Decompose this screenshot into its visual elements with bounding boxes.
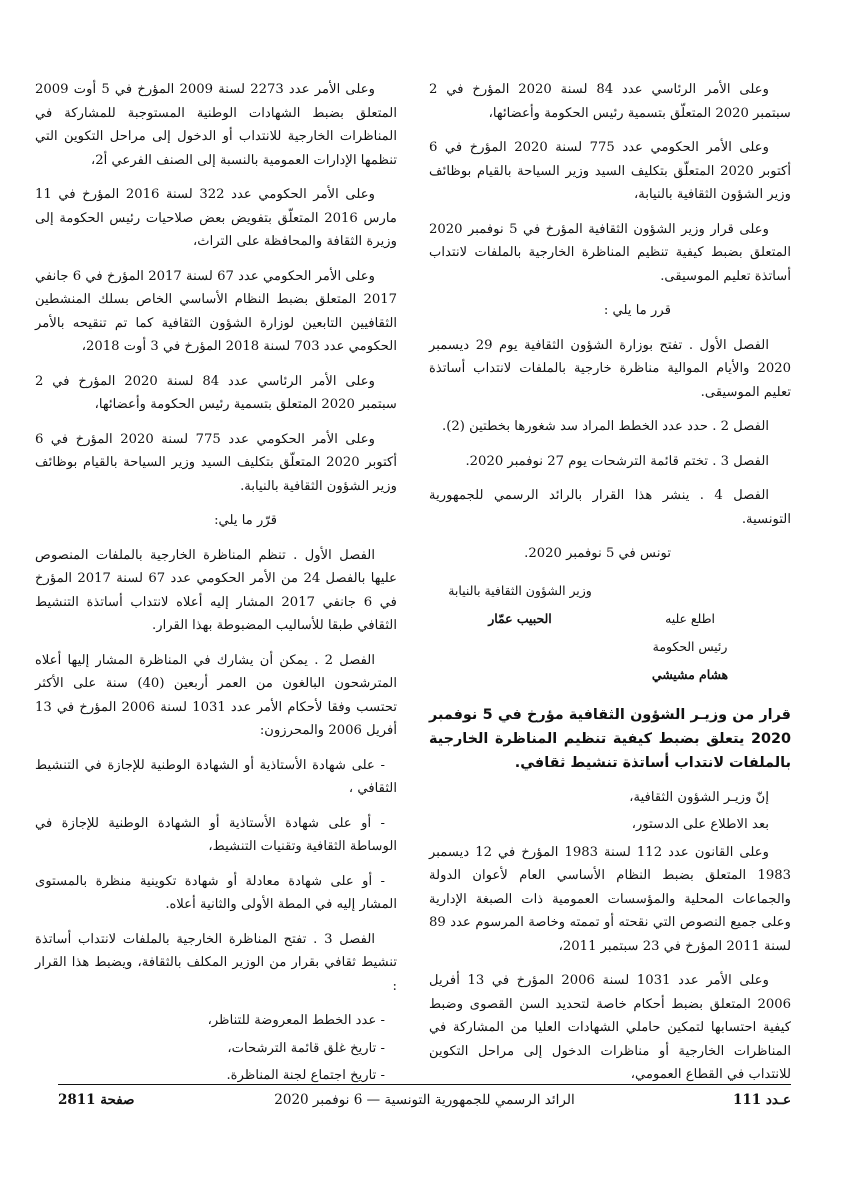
decree-title: قرار من وزيـر الشؤون الثقافية مؤرخ في 5 نوفمبر 2020 يتعلق بضبط كيفية تنظيم المناظرة الخارجية بالملفات لانتداب أساتذة تنشيط ثقافي. [429,706,791,771]
article-1: الفصل الأول . تفتح بوزارة الشؤون الثقافية يوم 29 ديسمبر 2020 والأيام الموالية مناظرة خارجية بالملفات لانتداب أساتذة تعليم الموسيقى. [429,337,791,400]
date-line: تونس في 5 نوفمبر 2020. [524,546,671,561]
article-1: الفصل الأول . تنظم المناظرة الخارجية بالملفات المنصوص عليها بالفصل 24 من الأمر الحكومي عدد 67 لسنة 2017 المؤرخ في 6 جانفي 2017 المشار إليه أعلاه لانتداب أساتذة التنشيط الثقافي طبقا للأساليب المضبوطة بهذا القرار. [35,547,397,633]
list-item: - على شهادة الأستاذية أو الشهادة الوطنية للإجازة في التنشيط الثقافي ، [35,757,397,796]
left-column [35,78,397,1092]
paragraph: وعلى الأمر الحكومي عدد 775 لسنة 2020 المؤرخ في 6 أكتوبر 2020 المتعلّق بتكليف السيد وزير السياحة بالقيام بوظائف وزير الشؤون الثقافية بالنيابة. [35,431,397,494]
page-footer [58,1092,791,1116]
page-number: صفحة 2811 [58,1092,135,1108]
paragraph: وعلى الأمر الرئاسي عدد 84 لسنة 2020 المؤرخ في 2 سبتمبر 2020 المتعلّق بتسمية رئيس الحكومة وأعضائها، [429,82,791,121]
paragraph: وعلى الأمر الرئاسي عدد 84 لسنة 2020 المؤرخ في 2 سبتمبر 2020 المتعلق بتسمية رئيس الحكومة وأعضائها، [35,373,397,412]
article-4: الفصل 4 . ينشر هذا القرار بالرائد الرسمي للجمهورية التونسية. [429,488,791,527]
pm-name: هشام مشيشي [651,666,729,682]
article-3: الفصل 3 . تفتح المناظرة الخارجية بالملفات لانتداب أساتذة تنشيط ثقافي بقرار من الوزير المكلف بالثقافة، ويضبط هذا القرار : [35,931,397,994]
article-2: الفصل 2 . يمكن أن يشارك في المناظرة المشار إليها أعلاه المترشحون البالغون من العمر أربعين (40) سنة على الأكثر تحتسب وفقا لأحكام الأمر عدد 1031 لسنة 2006 المؤرخ في 13 أفريل 2006 والمحرزون: [35,652,398,738]
article-2: الفصل 2 . حدد عدد الخطط المراد سد شغورها بخطتين (2). [442,419,769,434]
signature-block [429,577,791,689]
list-item: - أو على شهادة معادلة أو شهادة تكوينية منظرة بالمستوى المشار إليه في المطة الأولى والثانية أعلاه. [35,873,397,912]
article-3: الفصل 3 . تختم قائمة الترشحات يوم 27 نوفمبر 2020. [465,453,769,469]
minister-title: وزير الشؤون الثقافية بالنيابة [448,582,592,598]
paragraph: وعلى الأمر الحكومي عدد 322 لسنة 2016 المؤرخ في 11 مارس 2016 المتعلّق بتفويض بعض صلاحيات رئيس الحكومة إلى وزيرة الثقافة والمحافظة على التراث، [35,187,397,249]
right-column [429,78,791,1098]
list-item: - عدد الخطط المعروضة للتناظر، [207,1013,385,1028]
list-item: - أو على شهادة الأستاذية أو الشهادة الوطنية للإجازة في الوساطة الثقافية وتقنيات التنشيط، [35,815,397,854]
decision-heading: قرر ما يلي : [603,303,671,318]
paragraph: وعلى الأمر عدد 2273 لسنة 2009 المؤرخ في 5 أوت 2009 المتعلق بضبط الشهادات الوطنية المستوجبة للمشاركة في المناظرات الخارجية للانتداب أو الدخول إلى مراحل التكوين التي تنظمها الإدارات العمومية بالنسبة إلى الصنف الفرعي أ2، [35,82,397,168]
paragraph: وعلى القانون عدد 112 لسنة 1983 المؤرخ في 12 ديسمبر 1983 المتعلق بضبط النظام الأساسي العام لأعوان الدولة والجماعات المحلية والمؤسسات العمومية ذات الصبغة الإدارية وعلى جميع النصوص التي نقحته أو تممته وخاصة المرسوم عدد 89 لسنة 2011 المؤرخ في 23 سبتمبر 2011، [429,844,791,954]
paragraph: بعد الاطلاع على الدستور، [631,817,769,832]
decision-heading: قرّر ما يلي: [214,513,277,528]
paragraph: وعلى الأمر الحكومي عدد 67 لسنة 2017 المؤرخ في 6 جانفي 2017 المتعلق بضبط النظام الأساسي الخاص بسلك المنشطين الثقافيين التابعين لوزارة الشؤون الثقافية كما تم تنقيحه بالأمر الحكومي عدد 703 لسنة 2018 المؤرخ في 3 أوت 2018، [35,268,397,354]
minister-name: الحبيب عمّار [488,610,552,626]
pm-title: رئيس الحكومة [652,638,728,654]
issue-number: عـدد 111 [733,1092,791,1108]
footer-rule [58,1084,791,1085]
list-item: - تاريخ اجتماع لجنة المناظرة. [226,1068,385,1083]
gazette-title: الرائد الرسمي للجمهورية التونسية — 6 نوفمبر 2020 [274,1092,575,1108]
paragraph: وعلى قرار وزير الشؤون الثقافية المؤرخ في 5 نوفمبر 2020 المتعلق بضبط كيفية تنظيم المناظرة الخارجية بالملفات لانتداب أساتذة تعليم الموسيقى. [429,221,791,284]
paragraph: إنّ وزيـر الشؤون الثقافية، [629,789,769,805]
seen-label: اطلع عليه [665,610,715,626]
paragraph: وعلى الأمر عدد 1031 لسنة 2006 المؤرخ في 13 أفريل 2006 المتعلق بضبط أحكام خاصة لتحديد السن القصوى وضبط كيفية احتسابها لتمكين حاملي الشهادات العليا من المشاركة في المناظرات الخارجية أو مناظرات الدخول إلى مراحل التكوين للانتداب في القطاع العمومي، [429,973,791,1082]
list-item: - تاريخ غلق قائمة الترشحات، [227,1040,385,1056]
paragraph: وعلى الأمر الحكومي عدد 775 لسنة 2020 المؤرخ في 6 أكتوبر 2020 المتعلّق بتكليف السيد وزير السياحة بالقيام بوظائف وزير الشؤون الثقافية بالنيابة، [429,140,791,202]
